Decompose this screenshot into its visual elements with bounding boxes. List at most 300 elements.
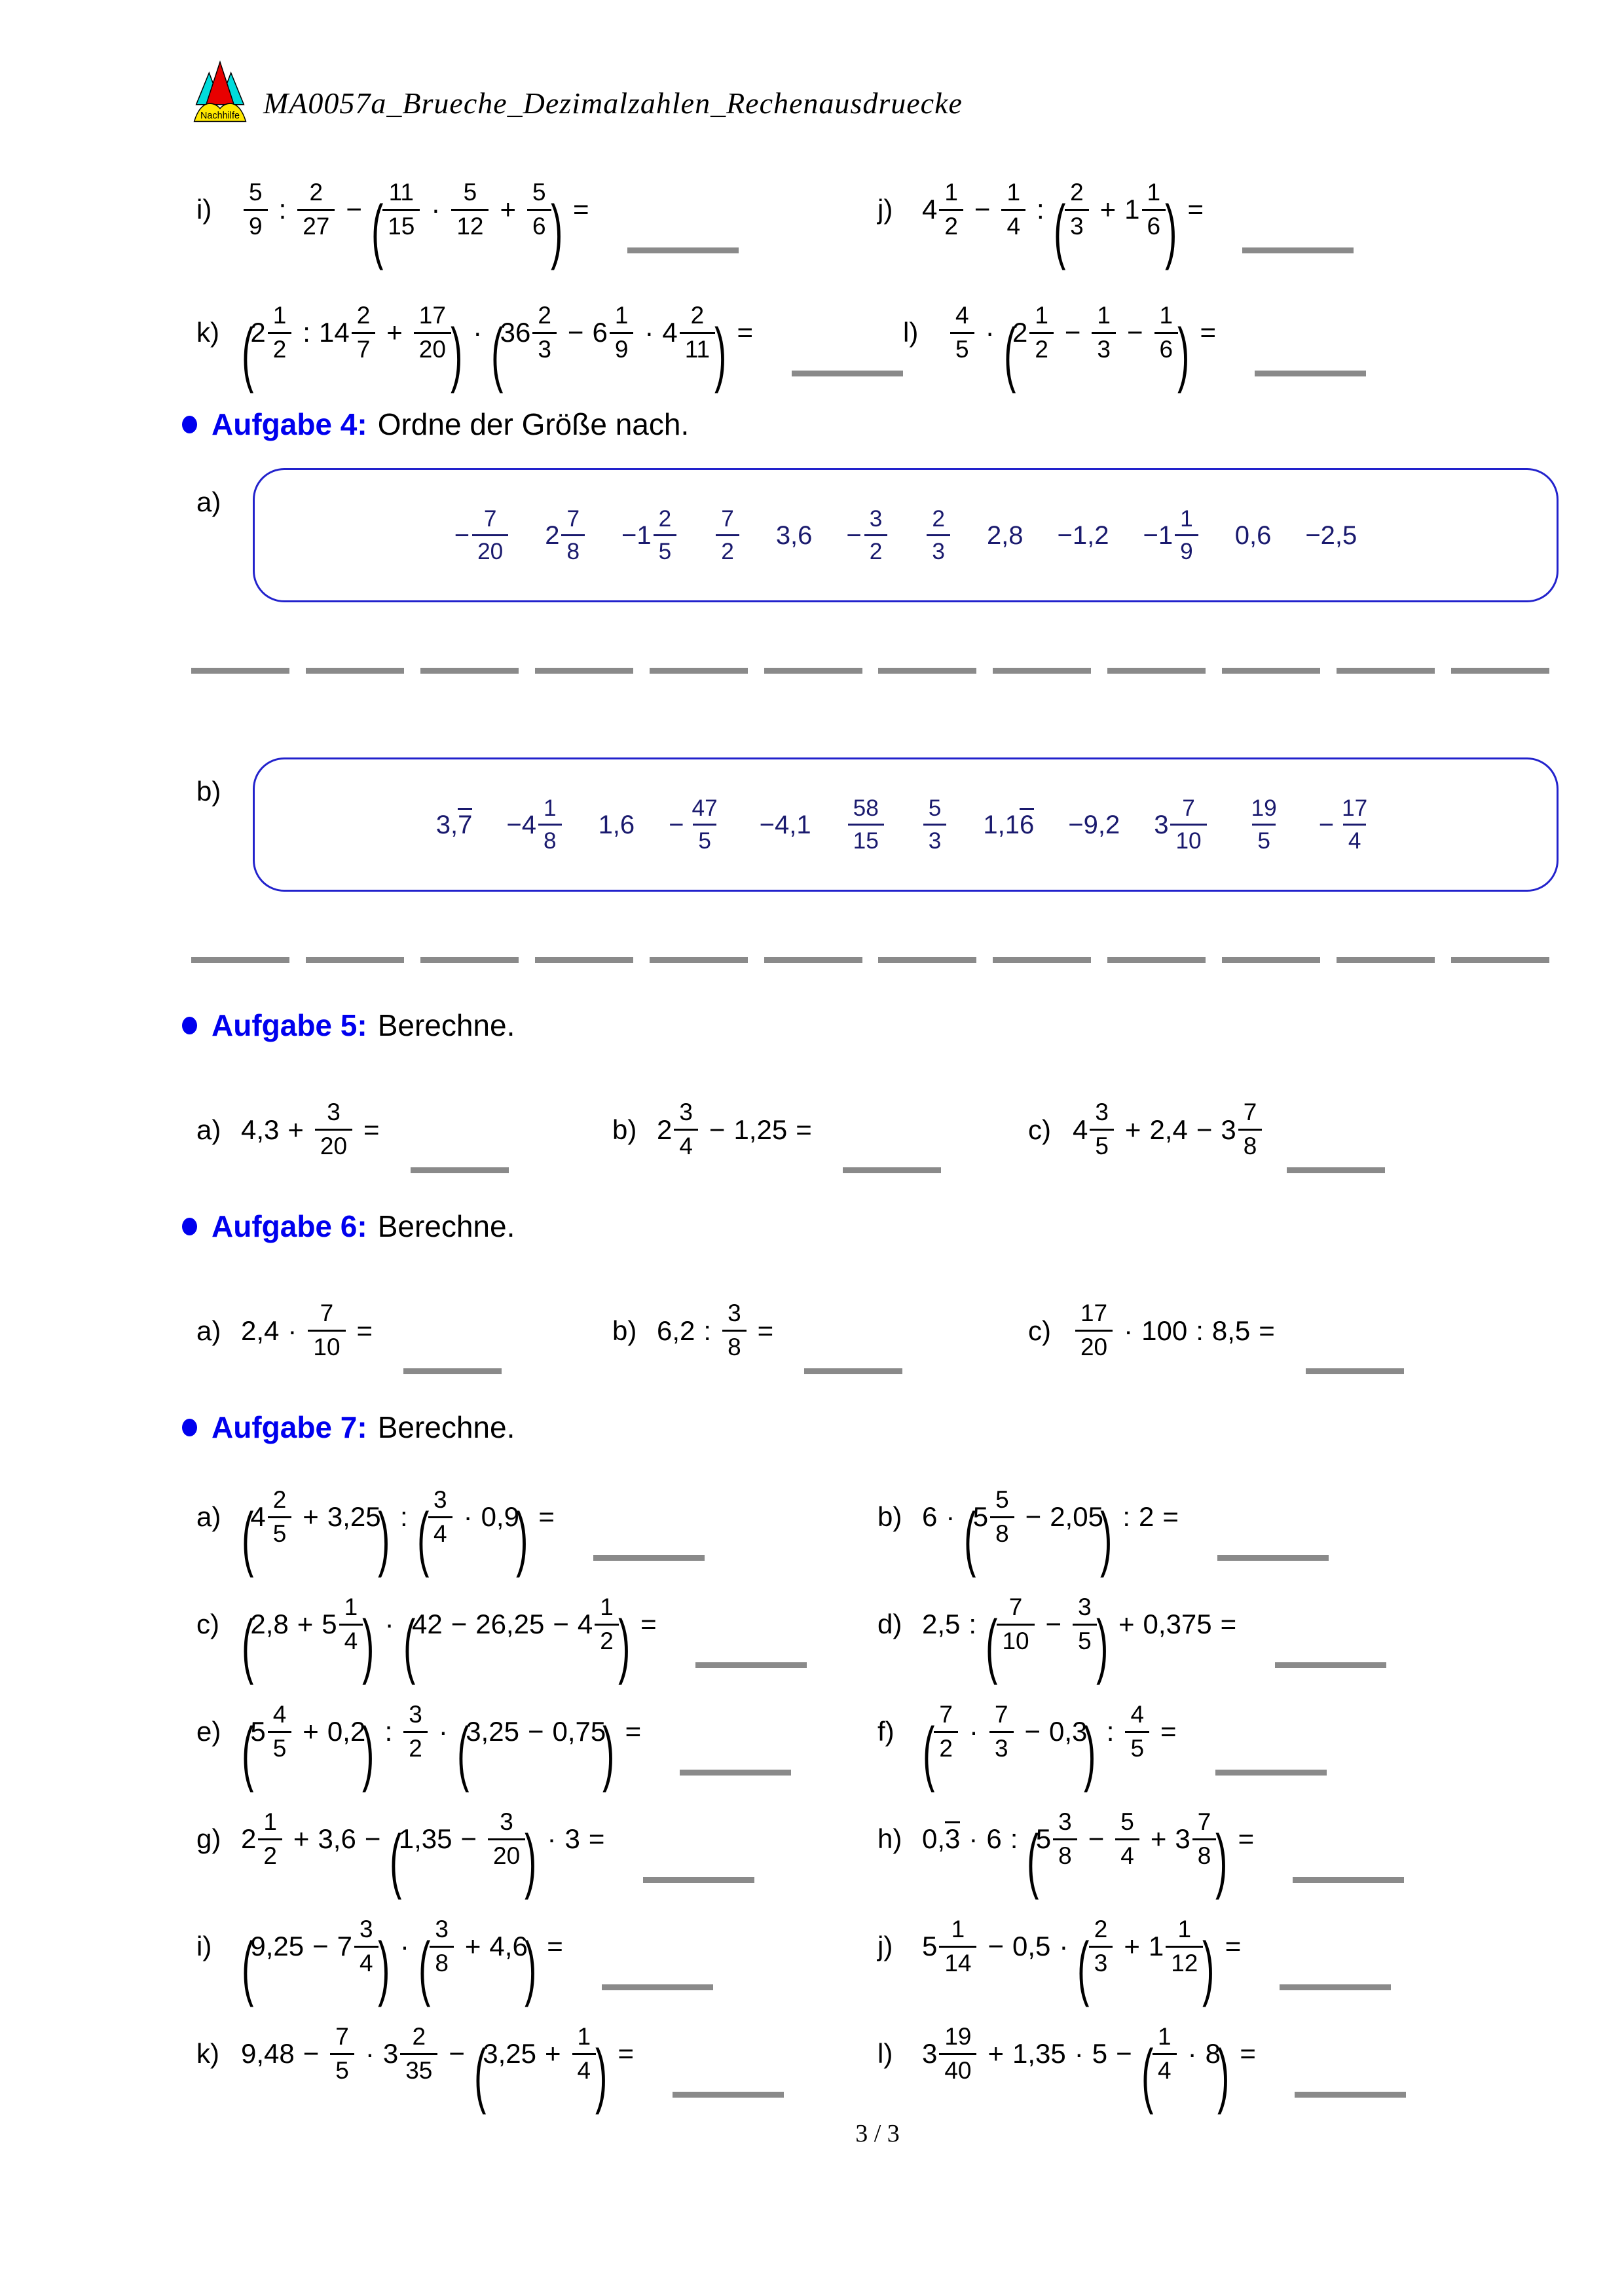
logo-text: Nachhilfe [200, 110, 240, 121]
number: 0, [922, 1823, 946, 1854]
denominator: 3 [923, 824, 947, 852]
operator: + [464, 1931, 481, 1961]
operator: : [1037, 194, 1044, 225]
repeating-decimal: 3 [945, 1821, 960, 1853]
denominator: 5 [330, 2053, 354, 2083]
math-expression: 4 $\frac{1}{2}$ − $\frac{1}{4}$ : ( $\frac{2}{3}$ + 1 $\frac{1}{6}$ ) = [922, 178, 1204, 271]
mixed-number [1073, 1101, 1116, 1159]
denominator: 4 [1001, 209, 1025, 239]
order-block-b [196, 757, 1559, 892]
numerator: 7 [721, 505, 734, 532]
number: 0,375 [1143, 1609, 1212, 1639]
whole-part: 2 [1012, 317, 1028, 348]
numerator: 7 [320, 1300, 334, 1327]
number: 0,5 [1012, 1931, 1051, 1961]
fraction [1075, 1302, 1113, 1360]
math-expression [760, 812, 811, 838]
denominator: 20 [472, 534, 508, 563]
number: 6 [922, 1501, 938, 1532]
denominator: 20 [488, 1838, 525, 1868]
numerator: 1 [1097, 301, 1111, 329]
denominator: 20 [414, 332, 451, 362]
number-item [846, 507, 890, 563]
aufgabe4-heading [182, 407, 1559, 442]
bullet-icon [182, 1419, 197, 1436]
aufgabe5-heading [182, 1008, 1559, 1043]
whole-part: 2 [545, 520, 560, 550]
math-expression: 5 $\frac{1}{14}$ − 0,5 · ( $\frac{2}{3}$ + 1 $\frac{1}{12}$ ) = [922, 1915, 1242, 2008]
numerator: 7 [566, 505, 580, 532]
number: 8,5 [1211, 1315, 1251, 1346]
numerator: 4 [955, 301, 969, 329]
aufgabe7-section [196, 1471, 1559, 2115]
operator: = [1187, 194, 1204, 225]
fraction [939, 2022, 976, 2084]
numerator: 3 [327, 1099, 341, 1126]
denominator: 2 [716, 534, 739, 563]
mixed-number [1175, 1810, 1219, 1868]
fraction [680, 301, 715, 363]
fraction [1170, 797, 1206, 852]
answer-blank [764, 668, 862, 674]
fraction [1001, 178, 1025, 240]
number: 2,8 [250, 1609, 289, 1639]
denominator: 9 [610, 332, 634, 362]
fraction [923, 797, 947, 852]
problem-label: k) [196, 2038, 219, 2069]
fraction [488, 1810, 525, 1868]
fraction [1053, 1810, 1077, 1868]
operator: = [757, 1315, 774, 1346]
whole-part: 3 [1154, 810, 1169, 839]
math-expression: 9,48 − $\frac{7}{5}$ · 3 $\frac{2}{35}$ − ( 3,25 + $\frac{1}{4}$ ) = [241, 2022, 634, 2115]
whole-part: 3 [1175, 1823, 1190, 1854]
numerator: 3 [360, 1915, 373, 1942]
number: 3,6 [318, 1823, 356, 1854]
number: − [506, 810, 522, 839]
operator: · [969, 1716, 978, 1747]
denominator: 4 [674, 1129, 698, 1159]
whole-part: 1 [1158, 520, 1173, 550]
fraction [1175, 507, 1198, 563]
number: 0,2 [327, 1716, 366, 1747]
numerator: 1 [944, 178, 958, 206]
number: 42 [411, 1609, 443, 1639]
mixed-number [657, 1101, 701, 1159]
fraction [297, 178, 335, 240]
problem [196, 1793, 877, 1901]
math-expression [599, 812, 635, 838]
answer-blank [420, 668, 519, 674]
numerator: 4 [1130, 1700, 1145, 1728]
operator: = [1238, 1823, 1255, 1854]
operator: − [451, 1609, 468, 1639]
number: −9,2 [1068, 810, 1120, 839]
math-expression: ( 5 $\frac{4}{5}$ + 0,2 ) : $\frac{3}{2}$ · ( 3,25 − 0,75 ) = [242, 1700, 642, 1793]
number-item [924, 507, 953, 563]
number: 2,05 [1050, 1501, 1103, 1532]
answer-blank [1293, 1877, 1404, 1883]
problem-label: l) [903, 317, 919, 348]
number: −2,5 [1305, 520, 1357, 550]
operator: − [1196, 1114, 1213, 1145]
denominator: 3 [1065, 209, 1089, 239]
number: 2 [1138, 1501, 1154, 1532]
problem [196, 2008, 877, 2115]
number: 5 [1092, 2038, 1108, 2069]
numerator: 2 [538, 301, 551, 329]
problem-label: l) [877, 2038, 893, 2069]
operator: − [567, 317, 584, 348]
fraction [674, 1101, 698, 1159]
fraction [572, 2022, 597, 2084]
answer-blank [650, 957, 748, 963]
whole-part: 7 [337, 1931, 353, 1961]
problem-label: f) [877, 1716, 895, 1747]
operator: − [1126, 317, 1143, 348]
operator: : [969, 1609, 977, 1639]
problem-label: a) [196, 1501, 221, 1532]
numerator: 1 [543, 795, 557, 821]
denominator: 2 [403, 1731, 428, 1761]
numerator: 3 [679, 1099, 693, 1126]
operator: − [1024, 1716, 1041, 1747]
operator: = [640, 1609, 657, 1639]
numerator: 3 [434, 1485, 447, 1513]
denominator: 3 [532, 332, 557, 362]
fraction [1125, 1700, 1149, 1762]
denominator: 5 [1073, 1624, 1097, 1654]
denominator: 12 [1166, 1946, 1203, 1976]
mixed-number [522, 797, 564, 852]
operator: − [1025, 1501, 1042, 1532]
number-item [1235, 522, 1272, 549]
operator: · [644, 317, 654, 348]
number: 3,6 [775, 520, 813, 550]
math-expression [924, 507, 953, 563]
operator: − [312, 1931, 329, 1961]
mixed-number [337, 1915, 381, 1977]
operator: · [1187, 2038, 1197, 2069]
whole-part: 1 [1124, 194, 1140, 225]
problem-row [196, 1578, 1559, 1686]
operator: = [796, 1114, 812, 1145]
operator: = [1162, 1501, 1179, 1532]
denominator: 6 [1154, 332, 1179, 362]
operator: · [1124, 1315, 1134, 1346]
problem [196, 1270, 612, 1391]
bullet-icon [182, 416, 197, 433]
fraction [268, 1485, 292, 1547]
answer-blank [1107, 668, 1206, 674]
number: 1,1 [983, 810, 1020, 839]
aufgabe5-label: Aufgabe 5: [212, 1008, 367, 1042]
problem-label: i) [196, 1931, 212, 1961]
denominator: 6 [1142, 209, 1166, 239]
numerator: 1 [951, 1915, 965, 1942]
number: − [669, 810, 684, 839]
fraction [1029, 301, 1054, 363]
answer-blank [843, 1167, 941, 1173]
number-item [760, 812, 811, 838]
denominator: 5 [950, 332, 974, 362]
fraction [352, 301, 376, 363]
numerator: 58 [853, 795, 879, 821]
operator: = [1240, 2038, 1256, 2069]
fraction [654, 507, 677, 563]
fraction [939, 178, 963, 240]
denominator: 40 [939, 2053, 976, 2083]
problem-label: i) [196, 194, 212, 225]
operator: − [1088, 1823, 1105, 1854]
denominator: 5 [654, 534, 677, 563]
operator: : [1196, 1315, 1204, 1346]
problem-row [196, 283, 1559, 394]
mixed-number [500, 301, 559, 363]
numerator: 3 [409, 1700, 422, 1728]
fraction [258, 1810, 282, 1868]
operator: · [946, 1501, 955, 1532]
numerator: 5 [995, 1485, 1009, 1513]
fraction [1153, 2022, 1177, 2084]
math-expression: ( 9,25 − 7 $\frac{3}{4}$ ) · ( $\frac{3}{8}$ + 4,6 ) = [242, 1915, 563, 2008]
operator: = [1200, 317, 1216, 348]
numerator: 7 [1197, 1808, 1211, 1835]
fraction [538, 797, 562, 852]
numerator: 1 [614, 301, 629, 329]
numerator: 3 [500, 1808, 513, 1835]
order-block-a [196, 468, 1559, 602]
numerator: 3 [869, 505, 883, 532]
operator: + [500, 194, 516, 225]
whole-part: 36 [500, 317, 531, 348]
number-item [1319, 797, 1376, 852]
fraction [1142, 178, 1166, 240]
aufgabe6-heading [182, 1209, 1559, 1244]
whole-part: 3 [382, 2038, 399, 2069]
operator: − [346, 194, 362, 225]
number: 26,25 [475, 1609, 545, 1639]
number-box-a [253, 468, 1559, 602]
denominator: 2 [595, 1624, 619, 1654]
number: 2,4 [241, 1315, 280, 1346]
fraction [595, 1595, 619, 1654]
problem [612, 1069, 1028, 1190]
answer-blank [764, 957, 862, 963]
answer-blank [602, 1984, 713, 1990]
operator: : [303, 317, 310, 348]
math-expression: 6 · ( 5 $\frac{5}{8}$ − 2,05 ) : 2 = [922, 1485, 1179, 1578]
math-expression: ( 2 $\frac{1}{2}$ : 14 $\frac{2}{7}$ + $\frac{17}{20}$ ) · ( 36 $\frac{2}{3}$ − 6 $\frac{1}{9}$ · 4 $\frac{2}{11}$ ) = [242, 301, 754, 394]
answer-blank [993, 957, 1091, 963]
operator: · [547, 1823, 557, 1854]
math-expression [1244, 797, 1285, 852]
number-item [1058, 522, 1109, 549]
mixed-number [1036, 1810, 1080, 1868]
problem-row [196, 1069, 1559, 1190]
mixed-number [922, 1915, 979, 1977]
number: −1,2 [1057, 520, 1109, 550]
numerator: 5 [928, 795, 942, 821]
answer-blank [411, 1167, 509, 1173]
math-expression [657, 1101, 821, 1159]
number: 1,35 [1012, 2038, 1066, 2069]
problem-label: j) [877, 194, 893, 225]
fraction [989, 1700, 1014, 1762]
operator: · [431, 194, 441, 225]
denominator: 5 [693, 824, 716, 852]
math-expression: 2,5 : ( $\frac{7}{10}$ − $\frac{3}{5}$ ) + 0,375 = [922, 1593, 1237, 1686]
math-expression: 2 $\frac{1}{2}$ + 3,6 − ( 1,35 − $\frac{3}{20}$ ) · 3 = [241, 1808, 605, 1901]
operator: = [538, 1501, 555, 1532]
problem-label: a) [196, 1315, 221, 1346]
denominator: 4 [354, 1946, 378, 1976]
fraction [532, 301, 557, 363]
problem [877, 1471, 1559, 1578]
mixed-number [637, 507, 679, 563]
aufgabe7-label: Aufgabe 7: [212, 1410, 367, 1444]
number-item [454, 507, 511, 563]
number: − [1318, 810, 1335, 839]
repeating-decimal: 7 [458, 808, 472, 838]
answer-blank [535, 957, 633, 963]
denominator: 2 [1029, 332, 1054, 362]
bullet-icon [182, 1017, 197, 1034]
fraction [864, 507, 888, 563]
problem [612, 1270, 1028, 1391]
mixed-number [382, 2022, 440, 2084]
problem [196, 1471, 877, 1578]
math-expression [846, 507, 890, 563]
mixed-number [922, 2022, 979, 2084]
numerator: 7 [1182, 795, 1195, 821]
numerator: 19 [1251, 795, 1277, 821]
aufgabe6-label: Aufgabe 6: [212, 1209, 367, 1243]
denominator: 4 [428, 1516, 452, 1546]
number-item [776, 522, 813, 549]
operator: = [547, 1931, 563, 1961]
mixed-number [1012, 301, 1056, 363]
numerator: 4 [272, 1700, 287, 1728]
mixed-number [1221, 1101, 1264, 1159]
number: 1,25 [733, 1114, 788, 1145]
problem-label: b) [612, 1114, 637, 1145]
math-expression [669, 797, 726, 852]
number: 3 [564, 1823, 580, 1854]
problem-label: b) [877, 1501, 902, 1532]
operator: · [438, 1716, 448, 1747]
numerator: 1 [1177, 1915, 1192, 1942]
numerator: 17 [418, 301, 446, 329]
operator: − [460, 1823, 477, 1854]
denominator: 14 [939, 1946, 976, 1976]
math-expression [1068, 812, 1120, 838]
problem-label: d) [877, 1609, 902, 1639]
fraction [308, 1302, 345, 1360]
mixed-number [972, 1485, 1017, 1547]
number-item [1154, 797, 1209, 852]
mixed-number [250, 301, 294, 363]
problem-label: c) [1028, 1315, 1051, 1346]
denominator: 10 [1170, 824, 1206, 852]
whole-part: 6 [592, 317, 608, 348]
denominator: 4 [1153, 2053, 1177, 2083]
math-expression [1319, 797, 1376, 852]
operator: · [969, 1823, 978, 1854]
fraction [927, 507, 950, 563]
number-item [983, 812, 1034, 838]
page-number: 3 / 3 [855, 2120, 900, 2147]
math-expression: 0, 3 · 6 : ( 5 $\frac{3}{8}$ − $\frac{5}{4}$ + 3 $\frac{7}{8}$ ) = [922, 1808, 1255, 1901]
operator: : [703, 1315, 712, 1346]
document-title: MA0057a_Brueche_Dezimalzahlen_Rechenausdruecke [263, 86, 963, 120]
aufgabe7-heading [182, 1410, 1559, 1445]
numerator: 7 [939, 1700, 953, 1728]
problem [196, 1901, 877, 2008]
numerator: 1 [600, 1593, 614, 1620]
math-expression [506, 797, 564, 852]
numerator: 7 [1008, 1593, 1023, 1620]
operator: + [303, 1501, 319, 1532]
whole-part: 1 [637, 520, 652, 550]
fraction [244, 178, 268, 240]
number: 100 [1141, 1315, 1188, 1346]
fraction [354, 1915, 378, 1977]
denominator: 10 [997, 1624, 1034, 1654]
denominator: 2 [934, 1731, 958, 1761]
math-expression [921, 797, 950, 852]
numerator: 5 [1120, 1808, 1134, 1835]
problem-label: e) [196, 1716, 221, 1747]
operator: · [1074, 2038, 1084, 2069]
fraction [1065, 178, 1089, 240]
number: 6,2 [657, 1315, 695, 1346]
mixed-number [1124, 178, 1168, 240]
whole-part: 4 [1073, 1114, 1088, 1145]
answer-blank [1217, 1555, 1329, 1561]
problem-row [196, 1270, 1559, 1391]
answer-blank [695, 1662, 807, 1668]
denominator: 8 [990, 1516, 1014, 1546]
denominator: 8 [722, 1330, 747, 1360]
answer-blank [1451, 668, 1549, 674]
denominator: 8 [561, 534, 585, 563]
operator: · [287, 1315, 297, 1346]
denominator: 12 [451, 209, 489, 239]
answer-blank [420, 957, 519, 963]
numerator: 7 [1243, 1099, 1257, 1126]
answer-blank [535, 668, 633, 674]
answer-blank [1295, 2092, 1406, 2098]
mixed-number [1154, 797, 1209, 852]
numerator: 3 [435, 1915, 449, 1942]
problem-row [196, 1471, 1559, 1578]
fraction [1089, 1915, 1113, 1977]
whole-part: 5 [972, 1501, 989, 1532]
math-expression [657, 1302, 782, 1360]
numerator: 2 [658, 505, 672, 532]
top-problems-section [196, 160, 1559, 394]
number-item [1305, 522, 1357, 549]
fraction [990, 1485, 1014, 1547]
operator: : [278, 194, 287, 225]
number: − [621, 520, 637, 550]
problem [903, 283, 1559, 394]
operator: − [987, 1931, 1004, 1961]
problem-label: g) [196, 1823, 221, 1854]
numerator: 7 [994, 1700, 1008, 1728]
ordering-blanks-a [191, 668, 1549, 674]
